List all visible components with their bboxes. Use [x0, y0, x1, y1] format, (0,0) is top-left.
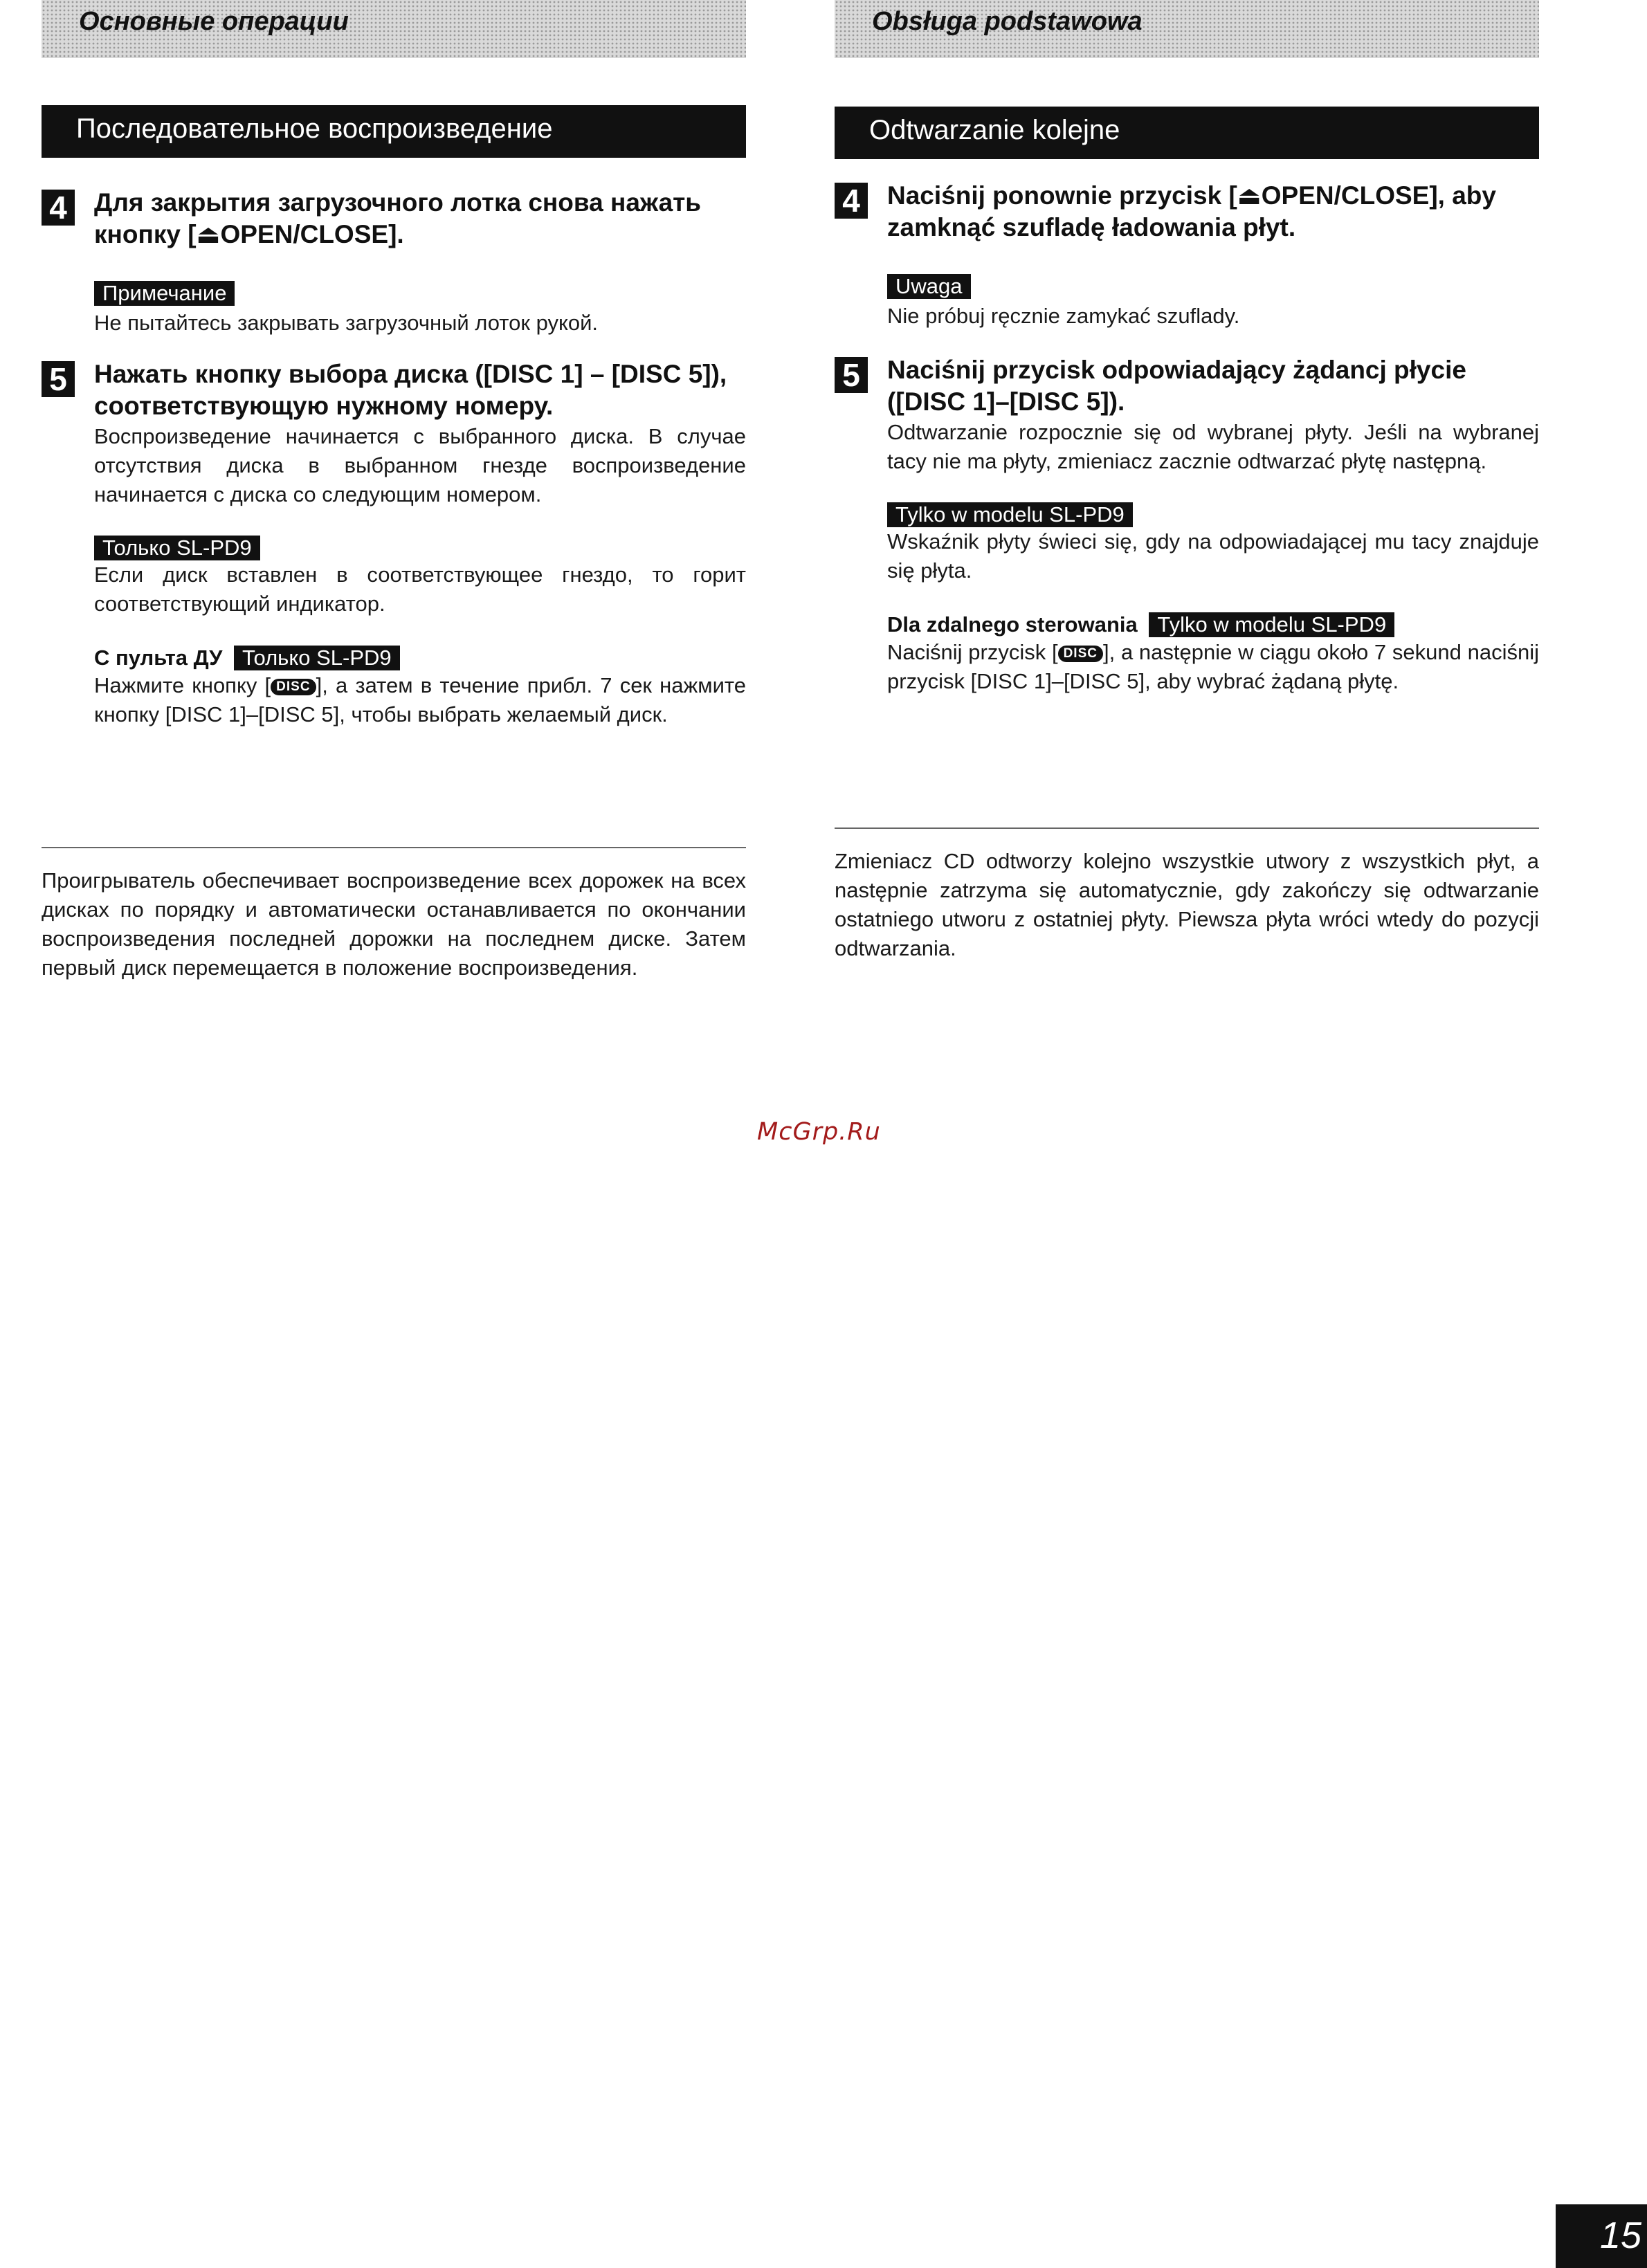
remote-control-text	[94, 671, 746, 729]
step-number-5: 5	[42, 361, 75, 397]
page-number: 15	[1600, 2215, 1642, 2256]
model-only-tag: Только SL-PD9	[94, 536, 260, 560]
remote-text-part: ], а затем в течение прибл. 7 сек нажмите кнопку [DISC 1]–[DISC 5], чтобы выбрать желаемый диск.	[94, 673, 746, 726]
note-text: Не пытайтесь закрывать загрузочный лоток рукой.	[94, 311, 599, 335]
step-heading: Для закрытия загрузочного лотка снова нажать кнопку [⏏OPEN/CLOSE].	[94, 188, 702, 248]
step-number-4: 4	[835, 183, 868, 219]
remote-text-part: Нажмите кнопку [	[94, 673, 271, 697]
watermark: McGrp.Ru	[757, 1118, 881, 1146]
step-heading: Naciśnij przycisk odpowiadający żądancj płycie ([DISC 1]–[DISC 5]).	[887, 356, 1466, 416]
step-4-left	[42, 187, 746, 338]
step-5-left	[42, 358, 746, 729]
section-title-bar-right	[835, 107, 1539, 159]
step-4-right	[835, 180, 1539, 331]
remote-heading-label: С пульта ДУ	[94, 646, 223, 670]
section-tab-label: Obsługa podstawowa	[872, 7, 1143, 36]
disc-button-icon: DISC	[1058, 646, 1103, 662]
step-number-5: 5	[835, 357, 868, 393]
section-tab-right	[835, 0, 1539, 58]
remote-control-heading	[94, 645, 746, 671]
remote-text-part: Naciśnij przycisk [	[887, 640, 1058, 664]
disc-button-icon: DISC	[271, 679, 316, 695]
page-number-box	[1556, 2204, 1647, 2268]
section-title: Последовательное воспроизведение	[76, 113, 553, 144]
section-tab-left	[42, 0, 746, 58]
step-5-right	[835, 354, 1539, 696]
step-body-text: Воспроизведение начинается с выбранного диска. В случае отсутствия диска в выбранном гнезде воспроизведение начинается с диска со следующим номером.	[94, 424, 746, 506]
note-tag: Uwaga	[887, 274, 971, 299]
model-only-text: Wskaźnik płyty świeci się, gdy na odpowiadającej mu tacy znajduje się płyta.	[887, 529, 1539, 583]
step-heading: Naciśnij ponownie przycisk [⏏OPEN/CLOSE], aby zamknąć szufladę ładowania płyt.	[887, 181, 1496, 241]
model-only-tag: Tylko w modelu SL-PD9	[887, 502, 1133, 527]
note-text: Nie próbuj ręcznie zamykać szuflady.	[887, 304, 1240, 328]
step-number-4: 4	[42, 190, 75, 226]
summary-text: Zmieniacz CD odtworzy kolejno wszystkie utwory z wszystkich płyt, a następnie zatrzyma się automatycznie, gdy zakończy się odtwarzanie ostatniego utworu z ostatniej płyty. Piewsza płyta wróci wtedy do pozycji odtwarzania.	[835, 849, 1539, 960]
model-only-tag: Tylko w modelu SL-PD9	[1149, 612, 1394, 637]
note-tag: Примечание	[94, 281, 235, 306]
divider	[835, 827, 1539, 829]
section-title-bar-left	[42, 105, 746, 158]
remote-control-text	[887, 638, 1539, 696]
remote-control-heading	[887, 612, 1539, 638]
step-heading: Нажать кнопку выбора диска ([DISC 1] – [DISC 5]), соответствующую нужному номеру.	[94, 360, 727, 420]
model-only-tag: Только SL-PD9	[234, 646, 400, 670]
divider	[42, 847, 746, 848]
remote-text-part: ], a następnie w ciągu około 7 sekund naciśnij przycisk [DISC 1]–[DISC 5], aby wybrać żądaną płytę.	[887, 640, 1539, 693]
section-tab-label: Основные операции	[79, 7, 349, 36]
step-body-text: Odtwarzanie rozpocznie się od wybranej płyty. Jeśli na wybranej tacy nie ma płyty, zmieniacz zacznie odtwarzać płytę następną.	[887, 420, 1539, 473]
remote-heading-label: Dla zdalnego sterowania	[887, 612, 1138, 637]
section-title: Odtwarzanie kolejne	[869, 115, 1120, 145]
summary-text: Проигрыватель обеспечивает воспроизведение всех дорожек на всех дисках по порядку и автоматически останавливается по окончании воспроизведения последней дорожки на последнем диске. Затем первый диск перемещается в положение воспроизведения.	[42, 868, 746, 980]
model-only-text: Если диск вставлен в соответствующее гнездо, то горит соответствующий индикатор.	[94, 563, 746, 616]
